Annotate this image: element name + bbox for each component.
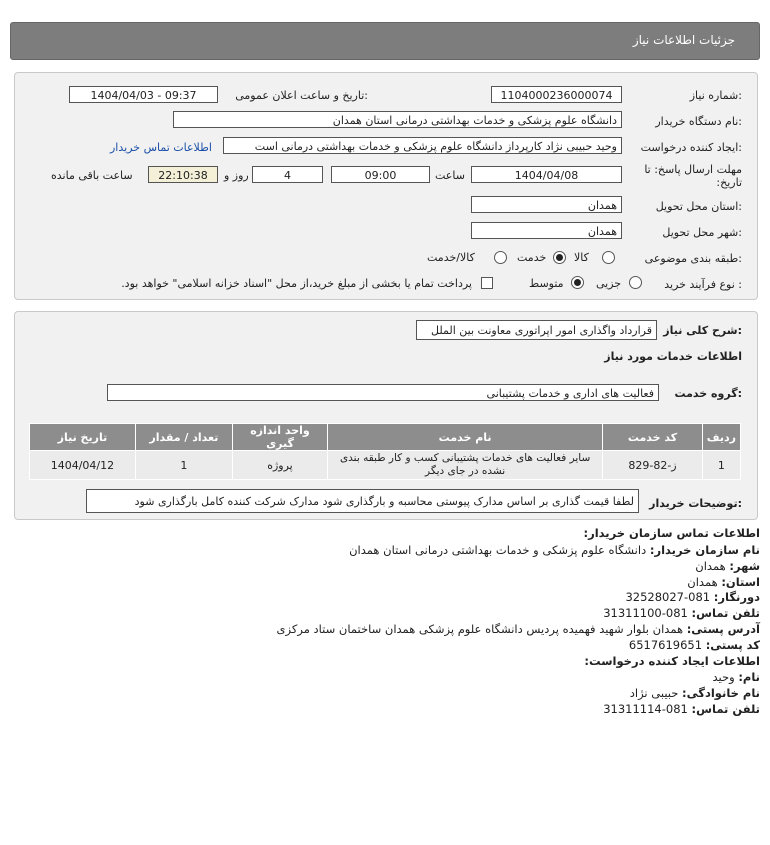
col-index: ردیف xyxy=(702,424,740,451)
announce-field: 1404/04/03 - 09:37 xyxy=(69,86,218,103)
need-number-field: 1104000236000074 xyxy=(491,86,622,103)
province-field: همدان xyxy=(471,196,622,213)
cell-code: ز-82-829 xyxy=(603,451,703,480)
buyer-field: دانشگاه علوم پزشکی و خدمات بهداشتی درمانی استان همدان xyxy=(173,111,622,128)
col-unit: واحد اندازه گیری xyxy=(232,424,327,451)
col-code: کد خدمت xyxy=(603,424,703,451)
category-label: طبقه بندی موضوعی: xyxy=(644,252,742,265)
contact-province: استان: همدان xyxy=(687,575,760,589)
category-option-goods-service: کالا/خدمت xyxy=(427,251,475,264)
buyer-label: نام دستگاه خریدار: xyxy=(655,115,742,128)
city-label: شهر محل تحویل: xyxy=(662,226,742,239)
contact-postal-code: کد پستی: 6517619651 xyxy=(628,638,760,652)
services-title: اطلاعات خدمات مورد نیاز xyxy=(604,350,742,363)
col-row: تاریخ نیاز xyxy=(30,424,136,451)
need-number-label: شماره نیاز: xyxy=(689,89,742,102)
col-name: نام خدمت xyxy=(328,424,603,451)
summary-field: قرارداد واگذاری امور اپراتوری معاونت بین الملل xyxy=(416,320,657,340)
treasury-payment-note: پرداخت تمام یا بخشی از مبلغ خرید،از محل "اسناد خزانه اسلامی" خواهد بود. xyxy=(121,277,472,290)
cell-qty: 1 xyxy=(135,451,232,480)
buyer-notes-field: لطفا قیمت گذاری بر اساس مدارک پیوستی محاسبه و بارگذاری شود مدارک شرکت کننده کامل بارگذاری شود xyxy=(86,489,639,513)
category-option-goods: کالا xyxy=(574,251,589,264)
contact-org: نام سازمان خریدار: دانشگاه علوم پزشکی و خدمات بهداشتی درمانی استان همدان xyxy=(349,543,760,557)
city-field: همدان xyxy=(471,222,622,239)
days-label: روز و xyxy=(224,169,249,182)
cell-date: 1404/04/12 xyxy=(30,451,136,480)
category-radio-goods[interactable] xyxy=(602,251,615,264)
contact-address: آدرس پستی: همدان بلوار شهید فهمیده پردیس دانشگاه علوم پزشکی همدان ساختمان ستاد مرکزی xyxy=(276,622,760,636)
process-radio-minor[interactable] xyxy=(629,276,642,289)
deadline-label: مهلت ارسال پاسخ: تا تاریخ: xyxy=(644,163,742,189)
requester-phone: تلفن تماس: 081-31311114 xyxy=(603,702,760,716)
requester-name: نام: وحید xyxy=(712,670,760,684)
buyer-contact-link[interactable]: اطلاعات تماس خریدار xyxy=(110,141,212,154)
creator-label: ایجاد کننده درخواست: xyxy=(640,141,742,154)
treasury-payment-checkbox[interactable] xyxy=(481,277,493,289)
summary-label: شرح کلی نیاز: xyxy=(663,324,742,337)
deadline-time-field: 09:00 xyxy=(331,166,430,183)
announce-label: تاریخ و ساعت اعلان عمومی: xyxy=(235,89,368,102)
services-table-header xyxy=(30,424,741,451)
page-title: جزئیات اطلاعات نیاز xyxy=(632,33,735,47)
cell-index: 1 xyxy=(702,451,740,480)
contact-city: شهر: همدان xyxy=(695,559,760,573)
creator-field: وحید حبیبی نژاد کارپرداز دانشگاه علوم پزشکی و خدمات بهداشتی درمانی است xyxy=(223,137,622,154)
service-group-label: گروه خدمت: xyxy=(674,387,742,400)
process-option-minor: جزیی xyxy=(596,277,622,290)
process-label: نوع فرآیند خرید : xyxy=(664,278,742,291)
process-radio-medium[interactable] xyxy=(571,276,584,289)
remaining-label: ساعت باقی مانده xyxy=(51,169,133,182)
col-qty: تعداد / مقدار xyxy=(135,424,232,451)
requester-title: اطلاعات ایجاد کننده درخواست: xyxy=(584,654,760,668)
services-table xyxy=(29,423,741,480)
deadline-date-field: 1404/04/08 xyxy=(471,166,622,183)
days-remaining-field: 4 xyxy=(252,166,323,183)
category-option-service: خدمت xyxy=(517,251,547,264)
requester-family: نام خانوادگی: حبیبی نژاد xyxy=(629,686,760,700)
service-group-field: فعالیت های اداری و خدمات پشتیبانی xyxy=(107,384,659,401)
table-row xyxy=(30,451,741,480)
process-option-medium: متوسط xyxy=(529,277,564,290)
remaining-time-field: 22:10:38 xyxy=(148,166,218,183)
category-radio-service[interactable] xyxy=(553,251,566,264)
category-radio-goods-service[interactable] xyxy=(494,251,507,264)
page-header xyxy=(10,22,760,60)
deadline-time-label: ساعت xyxy=(435,169,465,182)
buyer-notes-label: توضیحات خریدار: xyxy=(649,497,742,510)
contact-fax: دورنگار: 081-32528027 xyxy=(625,590,760,604)
cell-unit: پروژه xyxy=(232,451,327,480)
province-label: استان محل تحویل: xyxy=(655,200,742,213)
cell-name: سایر فعالیت های خدمات پشتیبانی کسب و کار طبقه بندی نشده در جای دیگر xyxy=(328,451,603,480)
contact-phone: تلفن تماس: 081-31311100 xyxy=(603,606,760,620)
contact-title: اطلاعات تماس سازمان خریدار: xyxy=(583,526,760,540)
